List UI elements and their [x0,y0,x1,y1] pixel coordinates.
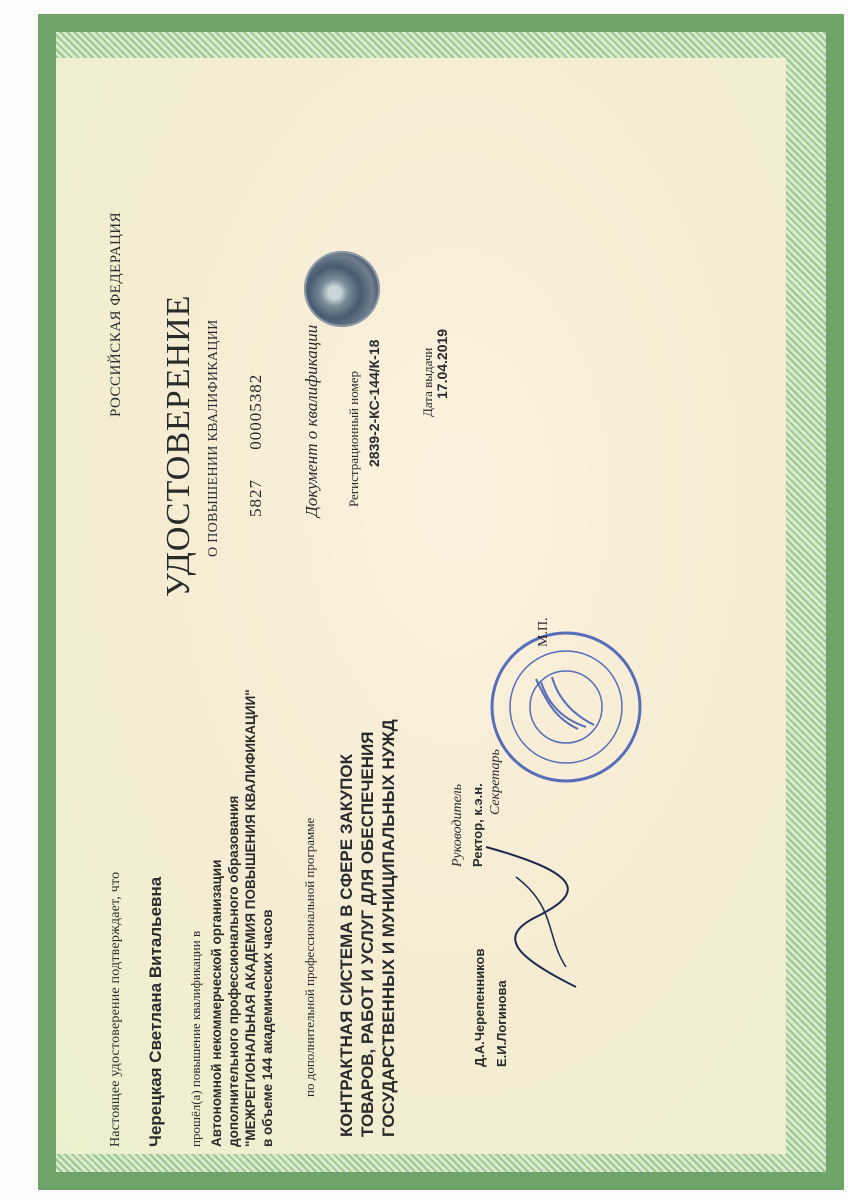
program-intro: по дополнительной профессиональной программе [302,817,317,1097]
org-line: в объеме 144 академических часов [260,909,275,1147]
certificate-content [96,57,750,1157]
org-line: дополнительного профессионального образования [226,795,241,1147]
org-line: "МЕЖРЕГИОНАЛЬНАЯ АКАДЕМИЯ ПОВЫШЕНИЯ КВАЛИФИКАЦИИ" [243,689,258,1147]
secretary-name: Е.И.Логинова [494,980,509,1067]
serial-digits: 00005382 [246,373,265,450]
serial-series: 5827 [246,479,265,517]
program-title [336,719,399,1137]
program-line: ГОСУДАРСТВЕННЫХ И МУНИЦИПАЛЬНЫХ НУЖД [379,719,398,1137]
registration-number: 2839-2-КС-144/К-18 [366,339,382,467]
issue-date-label: Дата выдачи [420,347,435,417]
official-seal [486,627,646,787]
country-header: РОССИЙСКАЯ ФЕДЕРАЦИЯ [108,211,124,417]
secretary-label: Секретарь [488,749,503,815]
program-line: КОНТРАКТНАЯ СИСТЕМА В СФЕРЕ ЗАКУПОК [337,754,356,1137]
handwritten-signature [456,837,616,997]
head-label: Руководитель [450,783,465,867]
person-name: Черецкая Светлана Витальевна [146,876,165,1147]
program-line: ТОВАРОВ, РАБОТ И УСЛУГ ДЛЯ ОБЕСПЕЧЕНИЯ [358,731,377,1137]
issue-date: 17.04.2019 [434,328,450,399]
hologram-sticker [304,251,380,327]
registration-label: Регистрационный номер [346,371,361,507]
confirm-text: Настоящее удостоверение подтверждает, что [108,871,123,1147]
org-line: Автономной некоммерческой организации [209,859,224,1147]
serial-number [246,350,266,517]
document-type: Документ о квалификации [302,324,321,517]
head-position: Ректор, к.э.н. [470,783,485,867]
organization-block [208,689,276,1147]
document-title: УДОСТОВЕРЕНИЕ [160,294,197,597]
document-subtitle: О ПОВЫШЕНИИ КВАЛИФИКАЦИИ [206,319,221,557]
stamp-place: М.П. [536,617,551,647]
passed-text: прошёл(а) повышение квалификации в [188,930,203,1147]
head-name: Д.А.Черепенников [472,948,487,1067]
